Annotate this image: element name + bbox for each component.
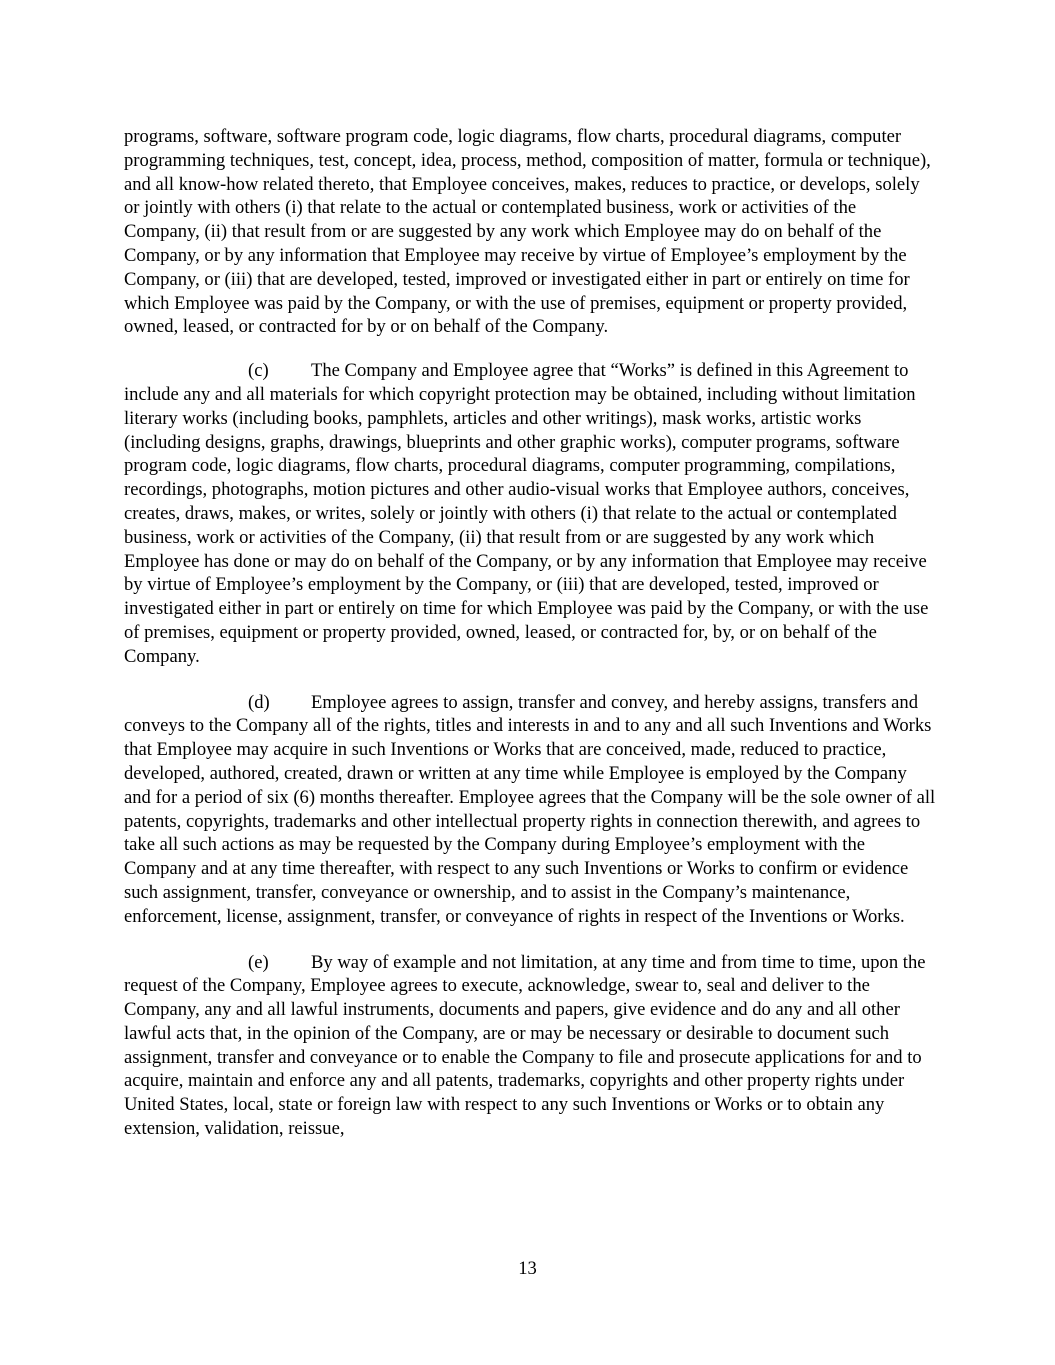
paragraph-text: programs, software, software program code, logic diagrams, flow charts, procedural diagrams, computer programming techniques, test, concept, idea, process, method, composition of matter, formula or technique), and all know-how related thereto, that Employee conceives, makes, reduces to practice, or develops, solely or jointly with others (i) that relate to the actual or contemplated business, work or activities of the Company, (ii) that result from or are suggested by any work which Employee may do on behalf of the Company, or by any information that Employee may receive by virtue of Employee’s employment by the Company, or (iii) that are developed, tested, improved or investigated either in part or entirely on time for which Employee was paid by the Company, or with the use of premises, equipment or property provided, owned, leased, or contracted for by or on behalf of the Company. [124,126,931,338]
paragraph-label: (e) [248,951,269,973]
paragraph-d [124,691,936,929]
paragraph-text: The Company and Employee agree that “Works” is defined in this Agreement to include any and all materials for which copyright protection may be obtained, including without limitation literary works (including books, pamphlets, articles and other writings), mask works, artistic works (including designs, graphs, drawings, blueprints and other graphic works), computer programs, software program code, logic diagrams, flow charts, procedural diagrams, computer programming, compilations, recordings, photographs, motion pictures and other audio-visual works that Employee authors, conceives, creates, draws, makes, or writes, solely or jointly with others (i) that relate to the actual or contemplated business, work or activities of the Company, (ii) that result from or are suggested by any work which Employee has done or may do on behalf of the Company, or by any information that Employee may receive by virtue of Employee’s employment by the Company, or (iii) that are developed, tested, improved or investigated either in part or entirely on time for which Employee was paid by the Company, or with the use of premises, equipment or property provided, owned, leased, or contracted for, by, or on behalf of the Company. [124,360,929,667]
page-number: 13 [518,1258,537,1279]
paragraph-text: Employee agrees to assign, transfer and convey, and hereby assigns, transfers and conveys to the Company all of the rights, titles and interests in and to any and all such Inventions and Works that Employee may acquire in such Inventions or Works that are conceived, made, reduced to practice, developed, authored, created, drawn or written at any time while Employee is employed by the Company and for a period of six (6) months thereafter. Employee agrees that the Company will be the sole owner of all patents, copyrights, trademarks and other intellectual property rights in connection therewith, and agrees to take all such actions as may be requested by the Company during Employee’s employment with the Company and at any time thereafter, with respect to any such Inventions or Works to confirm or evidence such assignment, transfer, conveyance or ownership, and to assist in the Company’s maintenance, enforcement, license, assignment, transfer, or conveyance of rights in respect of the Inventions or Works. [124,691,936,927]
paragraph-label: (c) [248,360,269,382]
paragraph-continuation [124,125,936,339]
paragraph-text: By way of example and not limitation, at any time and from time to time, upon the request of the Company, Employee agrees to execute, acknowledge, swear to, seal and deliver to the Company, any and all lawful instruments, documents and papers, give evidence and do any and all other lawful acts that, in the opinion of the Company, are or may be necessary or desirable to document such assignment, transfer and conveyance or to enable the Company to file and prosecute applications for and to acquire, maintain and enforce any and all patents, trademarks, copyrights and other property rights under United States, local, state or foreign law with respect to any such Inventions or Works or to obtain any extension, validation, reissue, [124,951,926,1140]
document-body [124,125,936,1163]
paragraph-c [124,359,936,668]
paragraph-e [124,951,936,1141]
paragraph-label: (d) [248,691,270,713]
